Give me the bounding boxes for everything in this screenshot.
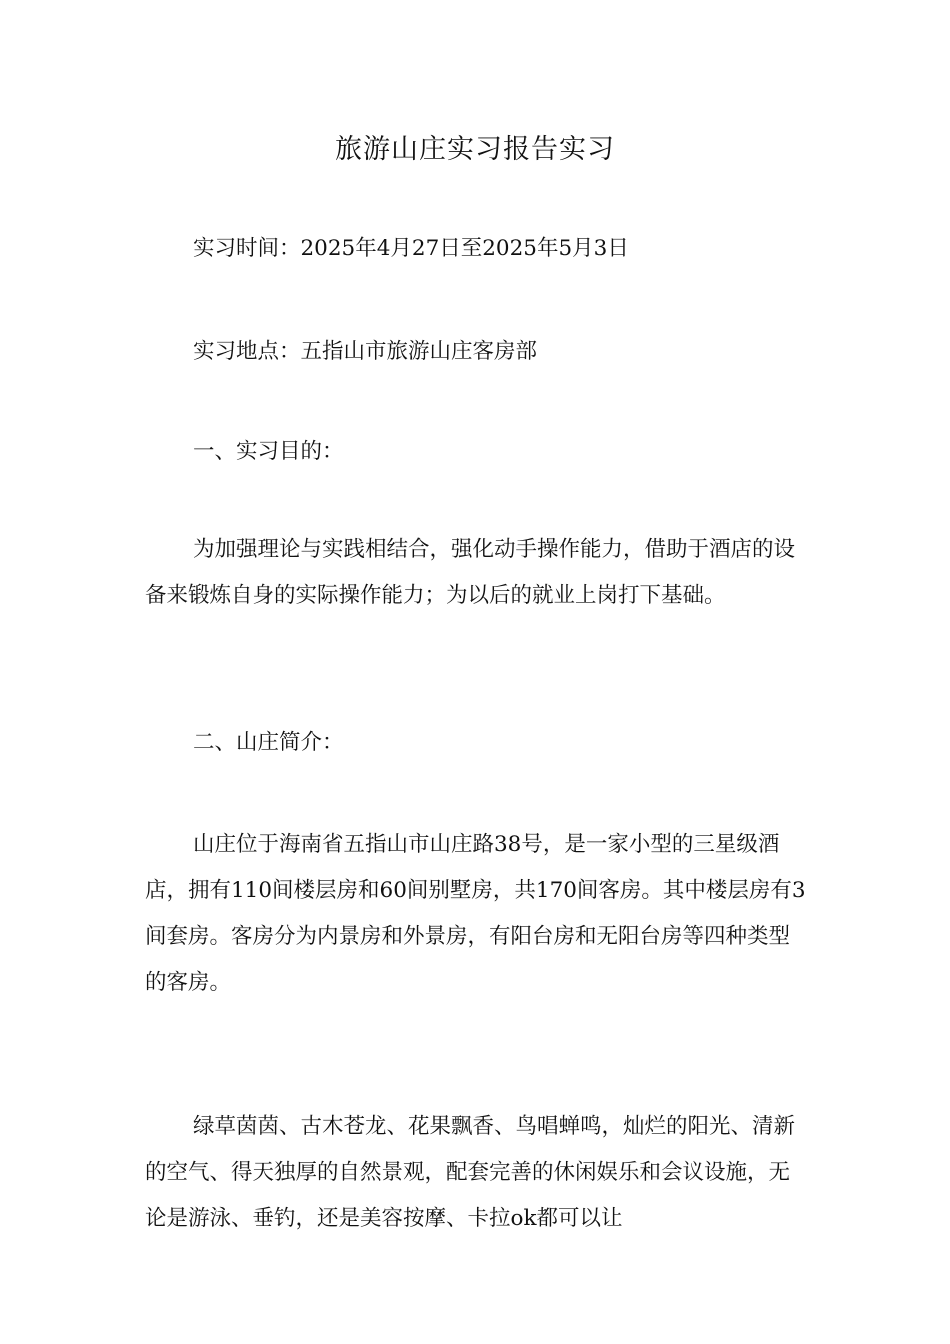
purpose-heading: 一、实习目的： bbox=[193, 439, 344, 464]
internship-place-paragraph: 实习地点：五指山市旅游山庄客房部 bbox=[193, 339, 538, 364]
document-title: 旅游山庄实习报告实习 bbox=[335, 134, 615, 165]
internship-time-paragraph: 实习时间：2025年4月27日至2025年5月3日 bbox=[193, 236, 629, 261]
purpose-paragraph: 为加强理论与实践相结合，强化动手操作能力，借助于酒店的设备来锻炼自身的实际操作能力；为以后的就业上岗打下基础。 bbox=[145, 537, 796, 608]
intro-heading: 二、山庄简介： bbox=[193, 730, 344, 755]
intro-paragraph-1: 山庄位于海南省五指山市山庄路38号，是一家小型的三星级酒店，拥有110间楼层房和60间别墅房，共170间客房。其中楼层房有3间套房。客房分为内景房和外景房，有阳台房和无阳台房等四种类型的客房。 bbox=[145, 832, 806, 995]
intro-paragraph-2: 绿草茵茵、古木苍龙、花果飘香、鸟唱蝉鸣，灿烂的阳光、清新的空气、得天独厚的自然景观，配套完善的休闲娱乐和会议设施，无论是游泳、垂钓，还是美容按摩、卡拉ok都可以让 bbox=[145, 1114, 796, 1231]
